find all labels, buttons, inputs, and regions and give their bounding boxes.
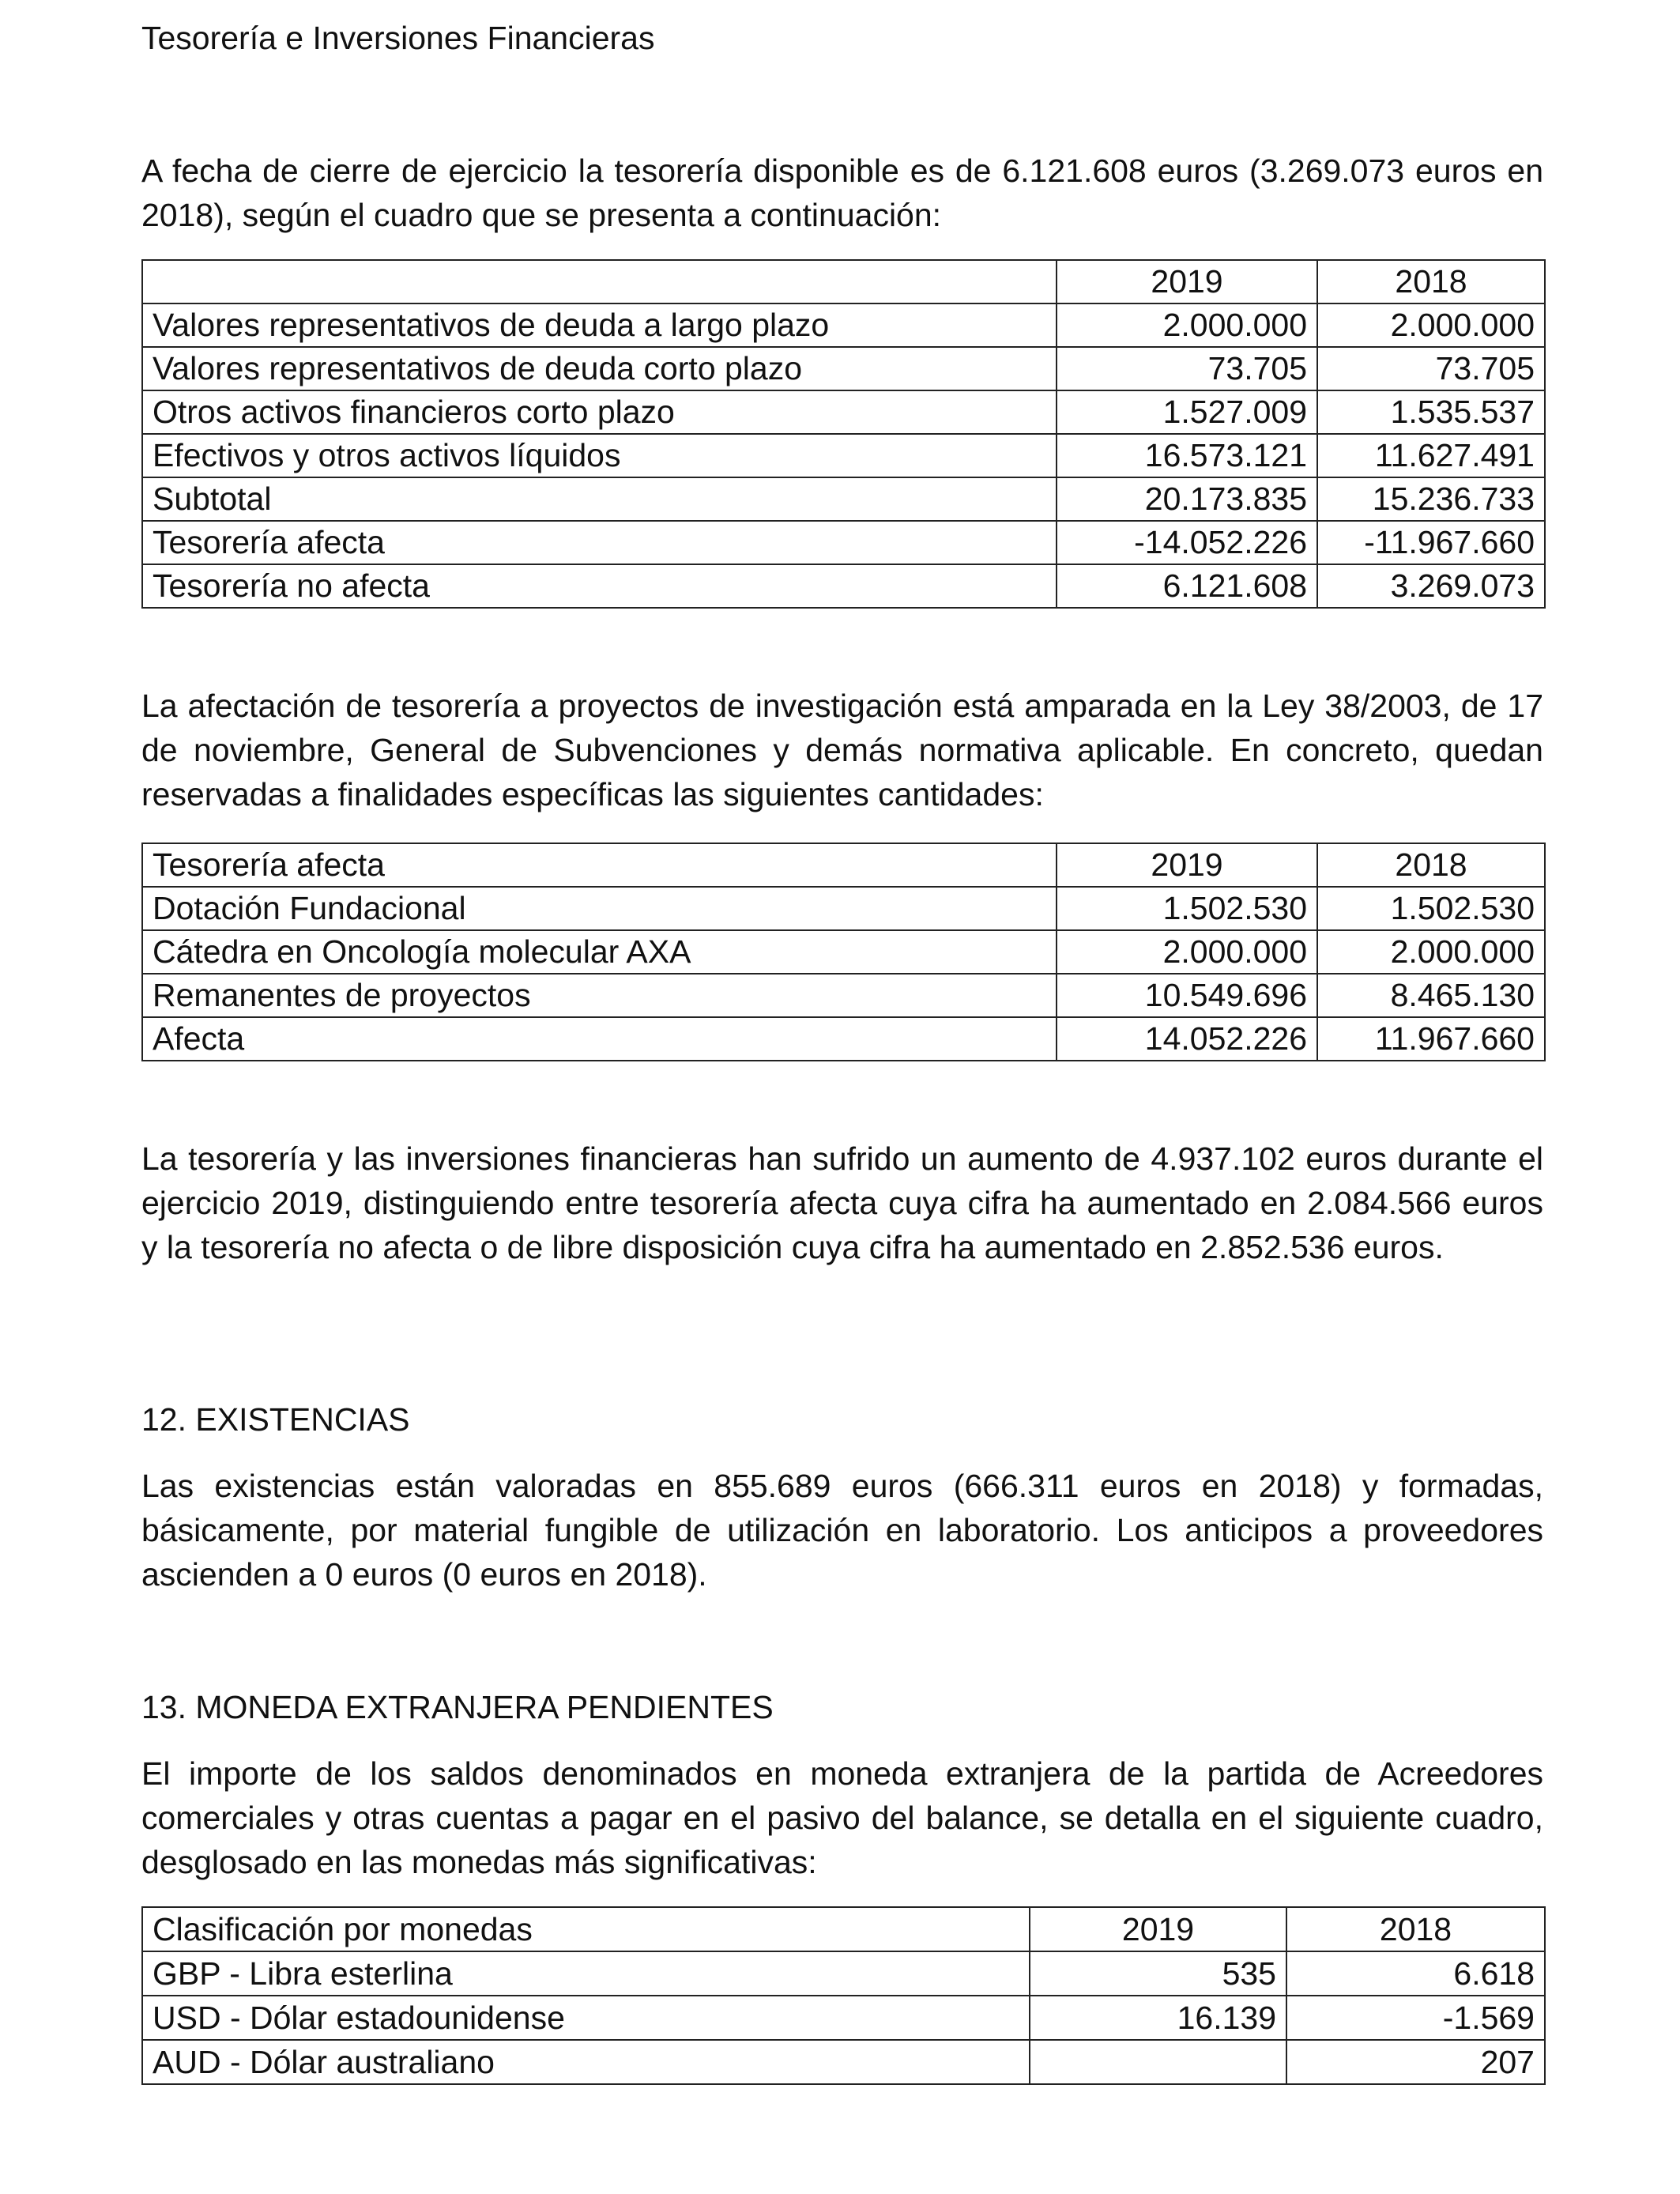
- row-label: GBP - Libra esterlina: [142, 1951, 1030, 1996]
- table-row: [142, 1996, 1545, 2040]
- section-12-paragraph: Las existencias están valoradas en 855.689 euros (666.311 euros en 2018) y formadas, básicamente, por material fungible de utilización en laboratorio. Los anticipos a proveedores ascienden a 0 euros (0 euros en 2018).: [141, 1468, 1543, 1593]
- row-label: Afecta: [142, 1017, 1057, 1061]
- section-13-paragraph: El importe de los saldos denominados en moneda extranjera de la partida de Acreedores comerciales y otras cuentas a pagar en el pasivo del balance, se detalla en el siguiente cuadro, desglosado en las monedas más significativas:: [141, 1755, 1543, 1880]
- row-label: USD - Dólar estadounidense: [142, 1996, 1030, 2040]
- table-row: [142, 477, 1545, 521]
- row-label: Dotación Fundacional: [142, 887, 1057, 930]
- treasury-intro-paragraph: A fecha de cierre de ejercicio la tesorería disponible es de 6.121.608 euros (3.269.073 euros en 2018), según el cuadro que se presenta a continuación:: [141, 153, 1543, 233]
- row-value-2019: 2.000.000: [1057, 303, 1317, 347]
- table-header-2019: 2019: [1057, 260, 1317, 303]
- table-header-2019: 2019: [1030, 1907, 1286, 1951]
- row-value-2018: 1.502.530: [1317, 887, 1545, 930]
- table-row: [142, 974, 1545, 1017]
- table-header-label: Clasificación por monedas: [142, 1907, 1030, 1951]
- row-value-2018: 73.705: [1317, 347, 1545, 390]
- row-value-2018: 8.465.130: [1317, 974, 1545, 1017]
- row-value-2019: [1030, 2040, 1286, 2084]
- table-row: [142, 347, 1545, 390]
- row-label: Subtotal: [142, 477, 1057, 521]
- row-value-2019: 14.052.226: [1057, 1017, 1317, 1061]
- table-row: [142, 930, 1545, 974]
- table-row: [142, 2040, 1545, 2084]
- section-12-heading: 12. EXISTENCIAS: [141, 1401, 410, 1438]
- row-value-2019: 20.173.835: [1057, 477, 1317, 521]
- table-header-row: [142, 1907, 1545, 1951]
- row-label: Valores representativos de deuda a largo plazo: [142, 303, 1057, 347]
- row-label: Efectivos y otros activos líquidos: [142, 434, 1057, 477]
- row-label: Tesorería no afecta: [142, 564, 1057, 608]
- row-value-2018: 11.967.660: [1317, 1017, 1545, 1061]
- row-value-2019: 16.573.121: [1057, 434, 1317, 477]
- row-label: Tesorería afecta: [142, 521, 1057, 564]
- row-value-2018: -1.569: [1286, 1996, 1545, 2040]
- table-header-row: [142, 843, 1545, 887]
- table-row: [142, 303, 1545, 347]
- table-row: [142, 1017, 1545, 1061]
- row-label: Remanentes de proyectos: [142, 974, 1057, 1017]
- row-value-2019: 1.502.530: [1057, 887, 1317, 930]
- row-value-2018: -11.967.660: [1317, 521, 1545, 564]
- table-header-2018: 2018: [1317, 260, 1545, 303]
- table-header-row: [142, 260, 1545, 303]
- row-value-2019: 535: [1030, 1951, 1286, 1996]
- section-13-heading: 13. MONEDA EXTRANJERA PENDIENTES: [141, 1689, 774, 1725]
- table-row: [142, 887, 1545, 930]
- table-header-label: Tesorería afecta: [142, 843, 1057, 887]
- row-value-2018: 1.535.537: [1317, 390, 1545, 434]
- table-header-2018: 2018: [1317, 843, 1545, 887]
- table-row: [142, 521, 1545, 564]
- row-value-2018: 2.000.000: [1317, 303, 1545, 347]
- row-label: Cátedra en Oncología molecular AXA: [142, 930, 1057, 974]
- row-value-2018: 15.236.733: [1317, 477, 1545, 521]
- row-value-2019: 2.000.000: [1057, 930, 1317, 974]
- table-row: [142, 1951, 1545, 1996]
- row-label: Valores representativos de deuda corto plazo: [142, 347, 1057, 390]
- table-header-label: [142, 260, 1057, 303]
- row-value-2019: -14.052.226: [1057, 521, 1317, 564]
- treasury-allocation-paragraph: La afectación de tesorería a proyectos de investigación está amparada en la Ley 38/2003, de 17 de noviembre, General de Subvenciones y demás normativa aplicable. En concreto, quedan reservadas a finalidades específicas las siguientes cantidades:: [141, 688, 1543, 812]
- allocated-treasury-table: [141, 843, 1546, 1061]
- page-header-title: Tesorería e Inversiones Financieras: [141, 20, 655, 56]
- row-value-2019: 10.549.696: [1057, 974, 1317, 1017]
- table-row: [142, 390, 1545, 434]
- row-value-2019: 6.121.608: [1057, 564, 1317, 608]
- table-header-2018: 2018: [1286, 1907, 1545, 1951]
- table-header-2019: 2019: [1057, 843, 1317, 887]
- table-row: [142, 564, 1545, 608]
- treasury-change-paragraph: La tesorería y las inversiones financieras han sufrido un aumento de 4.937.102 euros durante el ejercicio 2019, distinguiendo entre tesorería afecta cuya cifra ha aumentado en 2.084.566 euros y la tesorería no afecta o de libre disposición cuya cifra ha aumentado en 2.852.536 euros.: [141, 1140, 1543, 1265]
- row-value-2018: 6.618: [1286, 1951, 1545, 1996]
- row-value-2018: 11.627.491: [1317, 434, 1545, 477]
- currency-table: [141, 1906, 1546, 2085]
- row-value-2018: 207: [1286, 2040, 1545, 2084]
- row-value-2019: 16.139: [1030, 1996, 1286, 2040]
- row-label: AUD - Dólar australiano: [142, 2040, 1030, 2084]
- row-value-2018: 2.000.000: [1317, 930, 1545, 974]
- row-value-2018: 3.269.073: [1317, 564, 1545, 608]
- treasury-table: [141, 259, 1546, 609]
- table-row: [142, 434, 1545, 477]
- row-label: Otros activos financieros corto plazo: [142, 390, 1057, 434]
- row-value-2019: 1.527.009: [1057, 390, 1317, 434]
- row-value-2019: 73.705: [1057, 347, 1317, 390]
